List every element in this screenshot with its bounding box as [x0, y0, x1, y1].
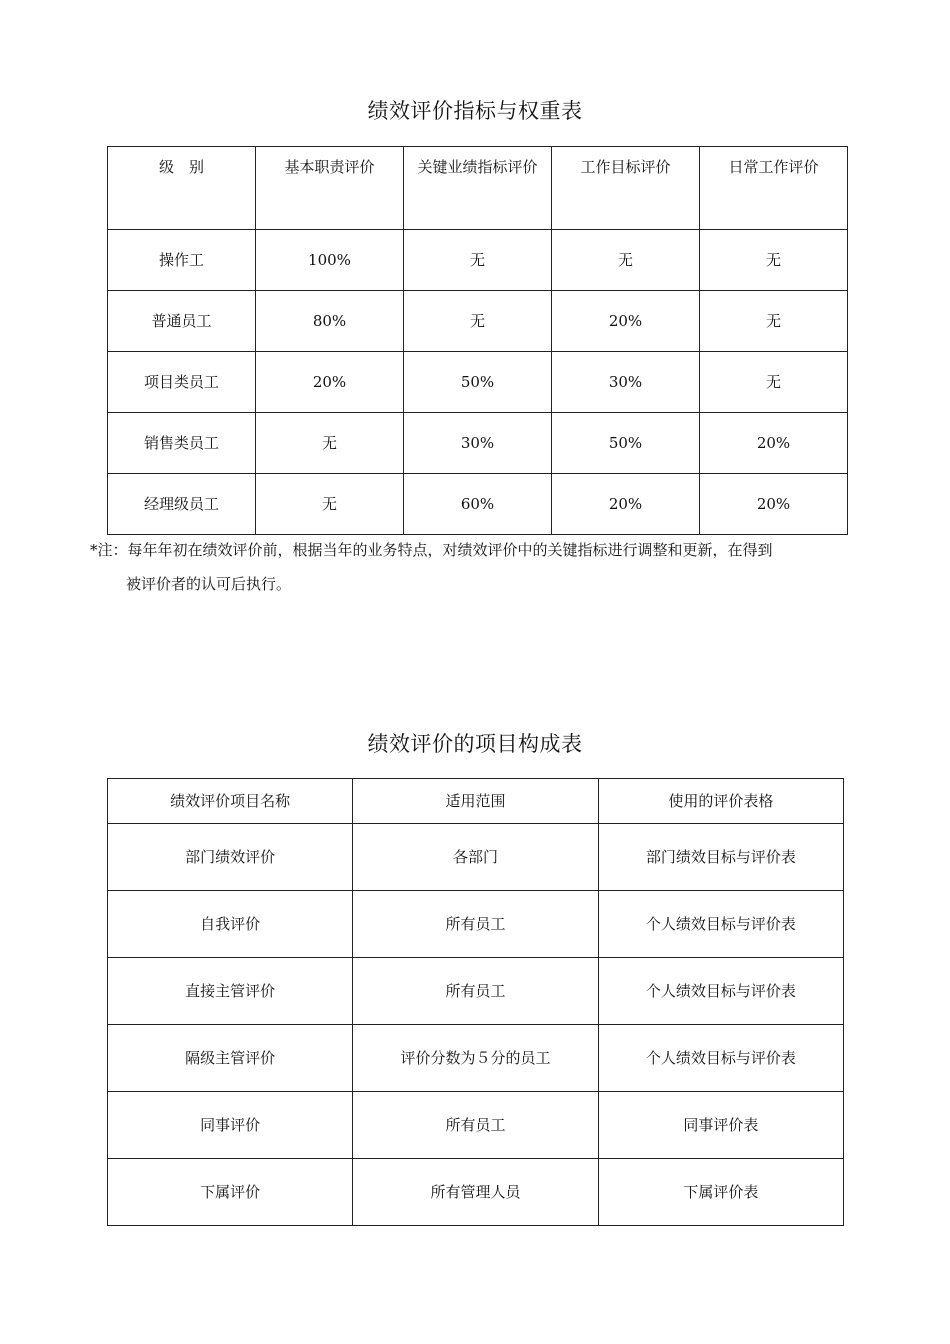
table-cell: 评价分数为５分的员工 — [353, 1025, 598, 1092]
table-cell: 20% — [700, 413, 848, 474]
table-header-row — [108, 779, 844, 824]
table-cell: 50% — [404, 352, 552, 413]
table-row — [108, 1025, 844, 1092]
table-cell: 60% — [404, 474, 552, 535]
table-cell: 无 — [256, 413, 404, 474]
table-row — [108, 291, 848, 352]
table-cell: 20% — [256, 352, 404, 413]
table-row — [108, 1092, 844, 1159]
table-cell: 下属评价表 — [598, 1159, 843, 1226]
weight-table — [107, 146, 848, 535]
table-cell: 直接主管评价 — [108, 958, 353, 1025]
table-cell: 项目类员工 — [108, 352, 256, 413]
table-cell: 20% — [552, 474, 700, 535]
table1-footnote — [90, 533, 870, 601]
table-cell: 所有员工 — [353, 958, 598, 1025]
table-cell: 30% — [552, 352, 700, 413]
table-cell: 所有员工 — [353, 1092, 598, 1159]
table-cell: 所有员工 — [353, 891, 598, 958]
table-cell: 部门绩效评价 — [108, 824, 353, 891]
table-cell: 无 — [404, 230, 552, 291]
table-cell: 个人绩效目标与评价表 — [598, 1025, 843, 1092]
table-cell: 个人绩效目标与评价表 — [598, 891, 843, 958]
table-cell: 100% — [256, 230, 404, 291]
table-cell: 隔级主管评价 — [108, 1025, 353, 1092]
table2-title: 绩效评价的项目构成表 — [367, 732, 583, 756]
header-cell: 使用的评价表格 — [598, 779, 843, 824]
table-cell: 20% — [700, 474, 848, 535]
table-cell: 自我评价 — [108, 891, 353, 958]
footnote-line: *注：每年年初在绩效评价前，根据当年的业务特点，对绩效评价中的关键指标进行调整和更新，在得到 — [90, 541, 773, 559]
table-row — [108, 352, 848, 413]
table-cell: 经理级员工 — [108, 474, 256, 535]
table-cell: 无 — [404, 291, 552, 352]
table-row — [108, 474, 848, 535]
header-cell: 级 别 — [108, 147, 256, 230]
table-cell: 同事评价 — [108, 1092, 353, 1159]
composition-table — [107, 778, 844, 1226]
table-cell: 无 — [552, 230, 700, 291]
table-cell: 下属评价 — [108, 1159, 353, 1226]
header-cell: 日常工作评价 — [700, 147, 848, 230]
table-cell: 无 — [700, 352, 848, 413]
table-header-row — [108, 147, 848, 230]
header-cell: 关键业绩指标评价 — [404, 147, 552, 230]
table-cell: 50% — [552, 413, 700, 474]
table-row — [108, 230, 848, 291]
table-cell: 部门绩效目标与评价表 — [598, 824, 843, 891]
table-cell: 所有管理人员 — [353, 1159, 598, 1226]
table1-title: 绩效评价指标与权重表 — [367, 99, 583, 123]
table-cell: 销售类员工 — [108, 413, 256, 474]
table-cell: 个人绩效目标与评价表 — [598, 958, 843, 1025]
table-row — [108, 413, 848, 474]
header-cell: 工作目标评价 — [552, 147, 700, 230]
table-cell: 同事评价表 — [598, 1092, 843, 1159]
table-cell: 80% — [256, 291, 404, 352]
table-cell: 普通员工 — [108, 291, 256, 352]
header-cell: 绩效评价项目名称 — [108, 779, 353, 824]
table-cell: 操作工 — [108, 230, 256, 291]
footnote-line: 被评价者的认可后执行。 — [126, 575, 292, 593]
table-cell: 30% — [404, 413, 552, 474]
table-cell: 无 — [700, 291, 848, 352]
table-row — [108, 958, 844, 1025]
table-row — [108, 824, 844, 891]
header-cell: 基本职责评价 — [256, 147, 404, 230]
table-row — [108, 1159, 844, 1226]
table-cell: 各部门 — [353, 824, 598, 891]
header-cell: 适用范围 — [353, 779, 598, 824]
table-cell: 无 — [256, 474, 404, 535]
table-row — [108, 891, 844, 958]
table-cell: 20% — [552, 291, 700, 352]
table-cell: 无 — [700, 230, 848, 291]
